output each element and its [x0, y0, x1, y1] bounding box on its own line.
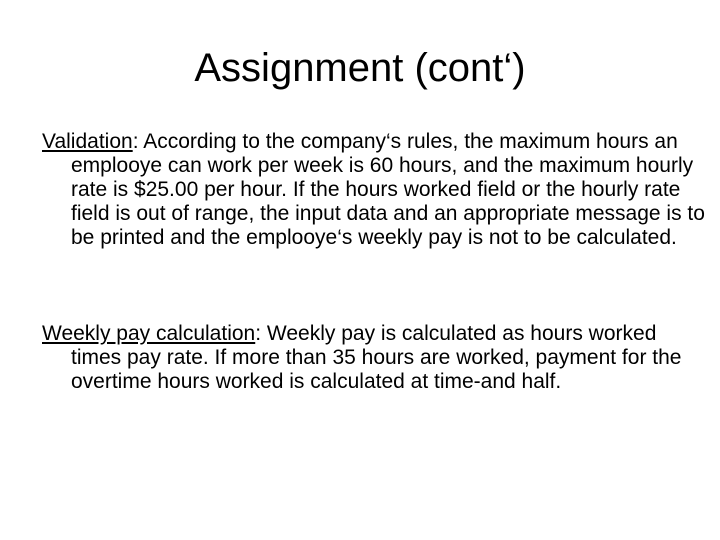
slide-title: Assignment (cont‘) [194, 46, 526, 90]
validation-term: Validation [42, 130, 133, 153]
validation-separator: : [132, 130, 144, 153]
validation-text: According to the company‘s rules, the maximum hours an emplooye can work per week is 60 hours, and the maximum hourly rate is $25.00 per hour. If the hours worked field or the hourly rate field is out of range, the input data and an appropriate message is to be printed and the emplooye‘s weekly pay is not to be calculated. [71, 130, 705, 249]
weekly-pay-text: Weekly pay is calculated as hours worked times pay rate. If more than 35 hours are worked, payment for the overtime hours worked is calculated at time-and half. [71, 322, 682, 393]
weekly-pay-separator: : [255, 322, 267, 345]
weekly-pay-term: Weekly pay calculation [42, 322, 256, 345]
weekly-pay-paragraph [42, 322, 711, 394]
validation-paragraph [42, 130, 711, 250]
